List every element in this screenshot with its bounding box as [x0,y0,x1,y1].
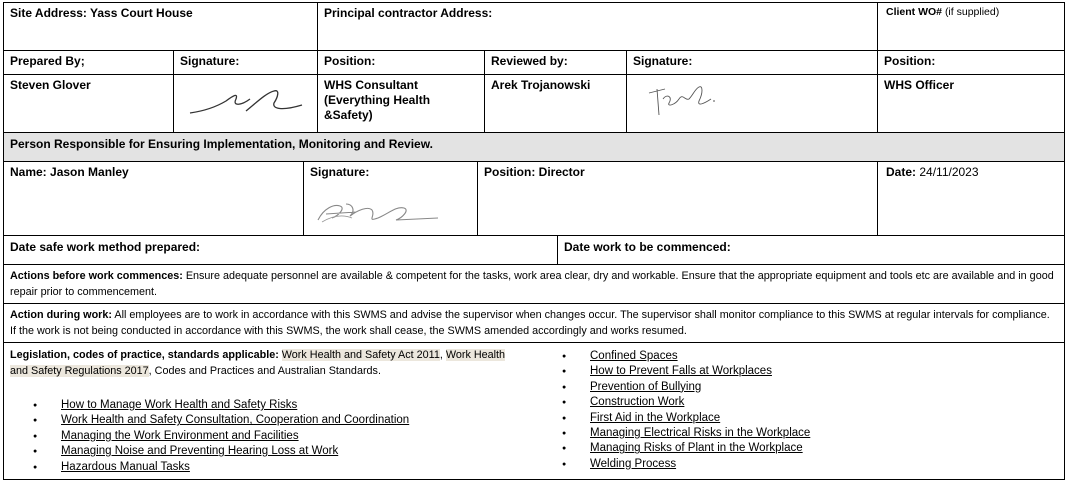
client-wo-cell [878,3,1064,51]
list-item[interactable]: ● Construction Work [554,395,974,410]
list-item[interactable]: ● Managing the Work Environment and Facilities [25,429,545,444]
position-value-line1: WHS Consultant [324,78,418,92]
responsible-signature-label: Signature: [310,165,370,179]
position2-label-cell [878,51,1064,75]
position2-label: Position: [884,54,936,68]
responsible-position-label: Position: Director [484,165,585,179]
actions-before-text: Ensure adequate personnel are available & competent for the tasks, work area clear, dry and workable. Ensure that the appropriate equipment and tools etc are available and in good repair prior to commencement. [10,270,1054,298]
list-item[interactable]: ● Work Health and Safety Consultation, Cooperation and Coordination [25,413,545,428]
list-item[interactable]: ● Hazardous Manual Tasks [25,460,545,475]
principal-contractor-cell [318,3,878,51]
position2-value: WHS Officer [884,78,955,92]
position-label: Position: [324,54,376,68]
reviewed-by-label: Reviewed by: [491,54,568,68]
actions-before-label: Actions before work commences: [10,270,183,282]
swms-form [3,2,1065,480]
legislation-regulations: Work Health and Safety Regulations 2017 [10,349,506,377]
legislation-rest: , Codes and Practices and Australian Standards. [148,364,381,377]
site-address-cell [4,3,318,51]
position-value-line2: (Everything Health &Safety) [324,93,431,122]
responsible-position-cell [478,162,878,236]
actions-during-text: All employees are to work in accordance with this SWMS and advise the supervisor when changes occur. The supervisor shall monitor compliance to this SWMS at regular intervals for compliance. If the work is not being conducted in accordance with this SWMS, the work shall cease, the SWMS amended accordingly and works resumed. [10,309,1050,337]
reviewed-by-value-cell [485,75,627,133]
prepared-by-label: Prepared By; [10,54,85,68]
client-wo-label: Client WO# [886,6,943,18]
name-cell [4,162,304,236]
position2-value-cell [878,75,1064,133]
date-value: 24/11/2023 [919,165,979,179]
list-item[interactable]: ● How to Manage Work Health and Safety Risks [25,398,545,413]
signature-value-cell [174,75,318,133]
legislation-act: Work Health and Safety Act 2011 [281,349,440,361]
prepared-by-value-cell [4,75,174,133]
date-commenced-label: Date work to be commenced: [564,240,731,254]
list-item[interactable]: ● Prevention of Bullying [554,380,974,395]
list-item[interactable]: ● First Aid in the Workplace [554,411,974,426]
signature-label-cell [174,51,318,75]
actions-during-label: Action during work: [10,309,112,321]
legislation-intro [10,348,520,379]
legislation-sep: , [439,349,446,361]
legislation-cell [4,343,1064,479]
list-item[interactable]: ● Confined Spaces [554,349,974,364]
principal-contractor-label: Principal contractor Address: [324,6,493,20]
list-item[interactable]: ● Managing Noise and Preventing Hearing Loss at Work [25,444,545,459]
signature-jason-manley [312,196,442,230]
client-wo-note: (if supplied) [944,6,1000,18]
signature2-label-cell [627,51,878,75]
list-item[interactable]: ● Welding Process [554,457,974,472]
signature-label: Signature: [180,54,240,68]
date-prepared-cell [4,236,558,265]
name-label: Name: Jason Manley [10,165,129,179]
site-address-label: Site Address: Yass Court House [10,6,193,20]
signature-steven-glover [186,81,306,121]
date-label: Date: [886,165,917,179]
legislation-list-left [25,398,545,475]
position-label-cell [318,51,485,75]
date-commenced-cell [558,236,1064,265]
responsible-signature-cell [304,162,478,236]
legislation-label: Legislation, codes of practice, standards applicable: [10,349,279,361]
list-item[interactable]: ● How to Prevent Falls at Workplaces [554,364,974,379]
reviewed-by-value: Arek Trojanowski [491,78,591,92]
actions-before-cell [4,265,1064,304]
position-value-cell [318,75,485,133]
list-item[interactable]: ● Managing Electrical Risks in the Workplace [554,426,974,441]
responsible-heading: Person Responsible for Ensuring Implementation, Monitoring and Review. [10,137,433,151]
reviewed-by-label-cell [485,51,627,75]
actions-during-cell [4,304,1064,343]
prepared-by-value: Steven Glover [10,78,91,92]
responsible-heading-cell [4,133,1064,162]
prepared-by-label-cell [4,51,174,75]
signature2-label: Signature: [633,54,693,68]
signature-arek-trojanowski [643,79,723,123]
list-item[interactable]: ● Managing Risks of Plant in the Workplace [554,441,974,456]
date-prepared-label: Date safe work method prepared: [10,240,201,254]
signature2-value-cell [627,75,878,133]
date-cell [878,162,1064,236]
legislation-list-right [554,349,974,472]
